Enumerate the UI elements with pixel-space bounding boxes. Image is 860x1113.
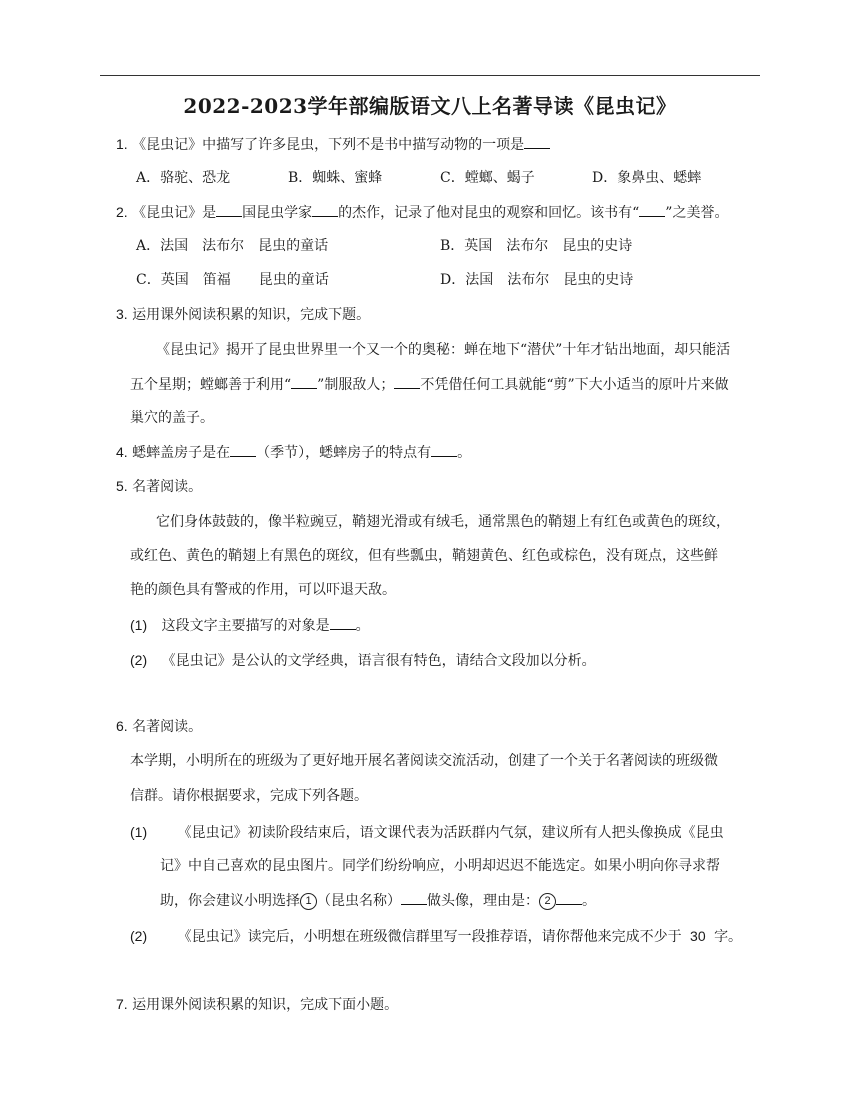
question-7 [116, 994, 398, 1015]
question-number: 6. [116, 718, 128, 734]
sub-question-text: 。 [582, 893, 596, 909]
passage-text: ”制服敌人； [317, 377, 395, 393]
word-count: 30 [690, 928, 706, 944]
passage-line [130, 374, 729, 395]
question-5 [116, 476, 202, 497]
sub-question-text: 这段文字主要描写的对象是 [161, 618, 330, 634]
passage-text: 不凭借任何工具就能“剪”下大小适当的原叶片来做 [420, 377, 729, 393]
question-stem: 。 [457, 445, 472, 461]
question-6 [116, 716, 202, 737]
sub-question-text: 。 [355, 618, 370, 634]
sub-question-text: 《昆虫记》读完后，小明想在班级微信群里写一段推荐语，请你帮他来完成不少于 [177, 929, 682, 945]
option-d: D．法国 法布尔 昆虫的史诗 [440, 272, 634, 288]
sub-question-text: 做头像，理由是： [427, 893, 539, 909]
passage-line: 信群。请你根据要求，完成下列各题。 [130, 788, 368, 804]
answer-blank[interactable] [401, 890, 427, 905]
sub-question-text: 字。 [714, 929, 743, 945]
passage-line: 或红色、黄色的鞘翅上有黑色的斑纹，但有些瓢虫，鞘翅黄色、红色或棕色，没有斑点，这些鲜 [130, 548, 718, 564]
question-stem: 国昆虫学家 [242, 205, 313, 221]
question-stem: （季节），蟋蟀房子的特点有 [256, 445, 432, 461]
question-stem: ”之美誉。 [665, 205, 729, 221]
option-d: D．象鼻虫、蟋蟀 [592, 170, 702, 186]
answer-blank[interactable] [639, 202, 665, 217]
answer-blank[interactable] [312, 202, 338, 217]
question-number: 7. [116, 996, 128, 1012]
sub-question-1 [130, 615, 370, 636]
option-c: C．螳螂、蝎子 [440, 170, 535, 186]
sub-question-1 [130, 822, 724, 843]
passage-line: 本学期，小明所在的班级为了更好地开展名著阅读交流活动，创建了一个关于名著阅读的班级微 [130, 753, 718, 769]
sub-question-text: 《昆虫记》是公认的文学经典，语言很有特色，请结合文段加以分析。 [161, 653, 596, 669]
question-stem: 的杰作，记录了他对昆虫的观察和回忆。该书有“ [338, 205, 640, 221]
sub-question-text: （昆虫名称） [317, 893, 401, 909]
answer-blank[interactable] [216, 202, 242, 217]
answer-blank[interactable] [394, 374, 420, 389]
sub-question-number: (2) [130, 928, 148, 944]
sub-question-2 [130, 926, 742, 947]
question-stem: 蟋蟀盖房子是在 [132, 445, 231, 461]
sub-question-number: (1) [130, 824, 148, 840]
option-b: B．蜘蛛、蜜蜂 [288, 170, 383, 186]
page-title: 2022-2023学年部编版语文八上名著导读《昆虫记》 [183, 94, 677, 118]
answer-blank[interactable] [291, 374, 317, 389]
circled-number-1: 1 [300, 893, 317, 910]
question-stem: 《昆虫记》是 [132, 205, 217, 221]
question-2 [116, 202, 728, 223]
option-a: A．法国 法布尔 昆虫的童话 [136, 238, 329, 254]
sub-question-text: 记》中自己喜欢的昆虫图片。同学们纷纷响应，小明却迟迟不能选定。如果小明向你寻求帮 [160, 858, 720, 874]
sub-question-2 [130, 650, 596, 671]
answer-blank[interactable] [431, 442, 457, 457]
question-stem: 名著阅读。 [132, 479, 203, 495]
option-a: A．骆驼、恐龙 [136, 170, 231, 186]
option-c: C．英国 笛福 昆虫的童话 [136, 272, 329, 288]
question-stem: 运用课外阅读积累的知识，完成下题。 [132, 307, 371, 323]
sub-question-text-line [160, 890, 596, 911]
passage-text: 五个星期；螳螂善于利用“ [130, 377, 292, 393]
question-number: 5. [116, 478, 128, 494]
sub-question-text: 助，你会建议小明选择 [160, 893, 300, 909]
question-number: 1. [116, 136, 128, 152]
question-stem: 运用课外阅读积累的知识，完成下面小题。 [132, 997, 399, 1013]
header-rule [100, 75, 760, 76]
answer-blank[interactable] [524, 134, 550, 149]
question-1 [116, 134, 550, 155]
answer-blank[interactable] [330, 615, 356, 630]
answer-blank[interactable] [230, 442, 256, 457]
question-number: 3. [116, 306, 128, 322]
sub-question-number: (1) [130, 617, 148, 633]
sub-question-text: 《昆虫记》初读阶段结束后，语文课代表为活跃群内气氛，建议所有人把头像换成《昆虫 [177, 825, 724, 841]
passage-line: 它们身体鼓鼓的，像半粒豌豆，鞘翅光滑或有绒毛，通常黑色的鞘翅上有红色或黄色的斑纹， [156, 514, 730, 530]
passage-line: 艳的颜色具有警戒的作用，可以吓退天敌。 [130, 582, 396, 598]
sub-question-number: (2) [130, 652, 148, 668]
circled-number-2: 2 [539, 893, 556, 910]
question-stem: 《昆虫记》中描写了许多昆虫，下列不是书中描写动物的一项是 [132, 137, 525, 153]
question-number: 4. [116, 444, 128, 460]
question-3 [116, 304, 370, 325]
question-stem: 名著阅读。 [132, 719, 203, 735]
question-number: 2. [116, 204, 128, 220]
option-b: B．英国 法布尔 昆虫的史诗 [440, 238, 633, 254]
passage-line: 巢穴的盖子。 [130, 410, 214, 426]
answer-blank[interactable] [556, 890, 582, 905]
question-4 [116, 442, 471, 463]
passage-line: 《昆虫记》揭开了昆虫世界里一个又一个的奥秘：蝉在地下“潜伏”十年才钻出地面，却只能活 [156, 342, 731, 358]
